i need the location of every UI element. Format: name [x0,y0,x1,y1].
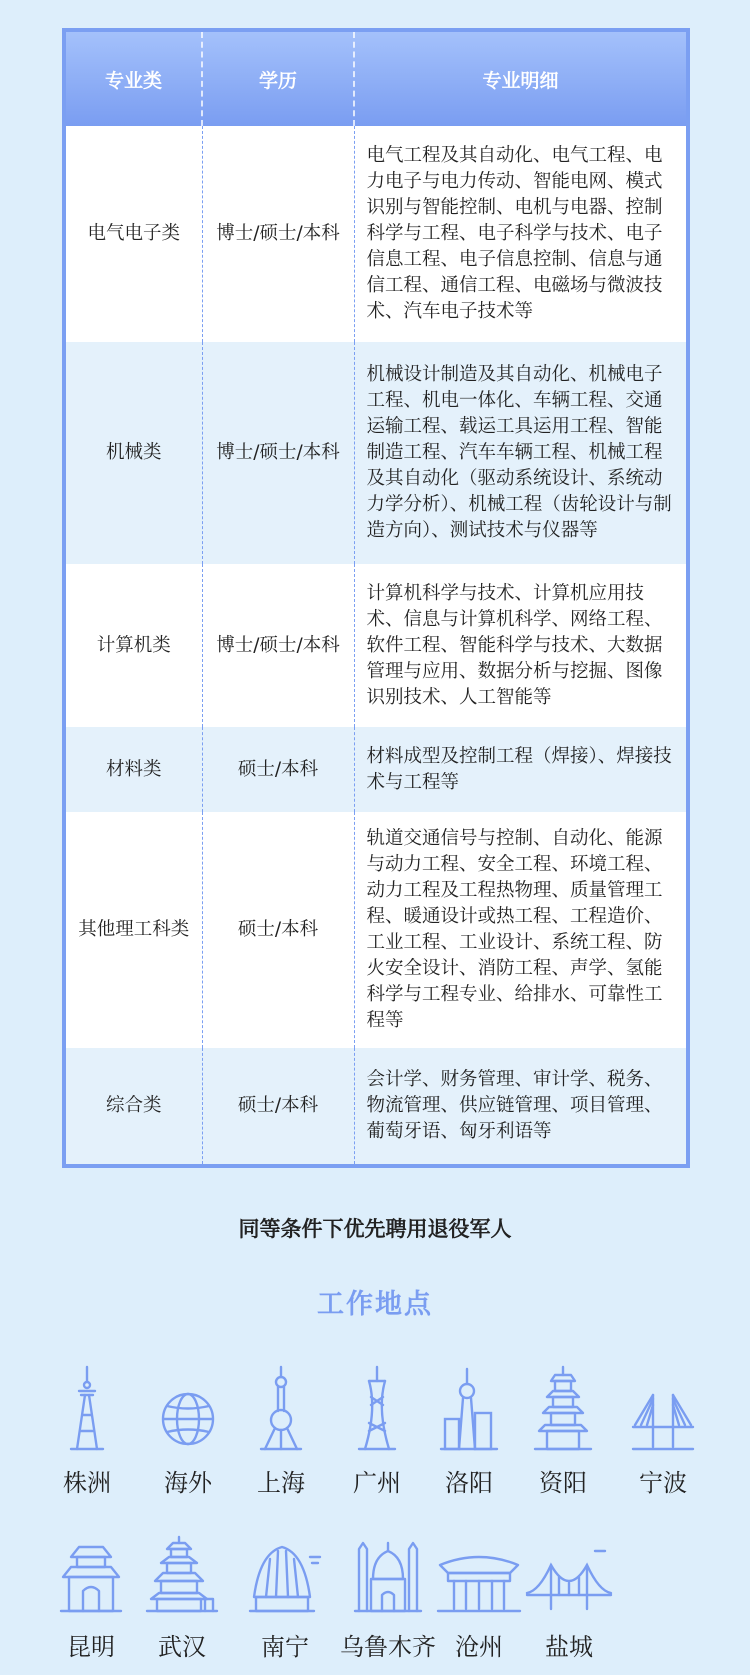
row-degree: 博士/硕士/本科 [202,564,354,727]
city-name: 沧州 [455,1633,503,1661]
row-detail: 会计学、财务管理、审计学、税务、物流管理、供应链管理、项目管理、葡萄牙语、匈牙利语等 [354,1048,686,1164]
city-guangzhou [328,1365,426,1498]
row-category: 机械类 [66,342,202,564]
major-table [66,32,686,1164]
city-name: 上海 [257,1469,305,1497]
city-name: 海外 [164,1469,212,1497]
row-detail: 机械设计制造及其自动化、机械电子工程、机电一体化、车辆工程、交通运输工程、载运工具运用工程、智能制造工程、汽车车辆工程、机械工程及其自动化（驱动系统设计、系统动力学分析）、机械工程（齿轮设计与制造方向）、测试技术与仪器等 [354,342,686,564]
oriental-pearl-tower-icon [251,1365,311,1451]
city-ziyang [514,1365,612,1498]
city-tower-icon [437,1365,501,1451]
city-name: 南宁 [261,1633,309,1661]
row-degree: 博士/硕士/本科 [202,342,354,564]
header-detail: 专业明细 [482,69,559,92]
canton-tower-icon [347,1365,407,1451]
city-name: 洛阳 [445,1469,493,1497]
table-row [66,126,686,342]
mosque-icon [353,1535,423,1615]
row-category: 电气电子类 [66,126,202,342]
city-ningbo [614,1365,712,1498]
city-name: 昆明 [67,1633,115,1661]
city-overseas [139,1365,237,1498]
row-degree: 博士/硕士/本科 [202,126,354,342]
city-wuhan [133,1535,231,1662]
row-degree: 硕士/本科 [202,812,354,1048]
row-detail: 轨道交通信号与控制、自动化、能源与动力工程、安全工程、环境工程、动力工程及工程热物理、质量管理工程、暖通设计或热工程、工程造价、工业工程、工业设计、系统工程、防火安全设计、消防工程、声学、氢能科学与工程专业、给排水、可靠性工程等 [366,828,663,1031]
row-category: 材料类 [66,727,202,812]
globe-icon [156,1365,220,1451]
table-row [66,342,686,564]
city-zhuzhou [38,1365,136,1498]
major-table-container [62,28,690,1168]
city-name: 宁波 [639,1469,687,1497]
gate-tower-icon [59,1535,123,1615]
row-detail: 计算机科学与技术、计算机应用技术、信息与计算机科学、网络工程、软件工程、智能科学与技术、大数据管理与应用、数据分析与挖掘、图像识别技术、人工智能等 [366,582,663,708]
city-name: 株洲 [63,1469,111,1497]
tv-tower-icon [57,1365,117,1451]
veteran-priority-note: 同等条件下优先聘用退役军人 [238,1217,512,1241]
pagoda-icon [531,1365,595,1451]
table-header-row [66,32,686,126]
header-degree: 学历 [202,32,354,126]
locations-title: 工作地点 [317,1289,433,1320]
city-name: 乌鲁木齐 [340,1633,436,1661]
table-row [66,727,686,812]
row-category: 综合类 [66,1048,202,1164]
yellow-crane-tower-icon [145,1535,219,1615]
table-row [66,812,686,1048]
row-degree: 硕士/本科 [202,1048,354,1164]
city-shanghai [232,1365,330,1498]
table-row [66,564,686,727]
city-nanning [236,1535,334,1662]
temple-icon [436,1535,522,1615]
table-row [66,1048,686,1164]
city-name: 武汉 [158,1633,206,1661]
city-luoyang [420,1365,518,1498]
city-yancheng [521,1535,617,1662]
row-degree: 硕士/本科 [202,727,354,812]
city-name: 盐城 [545,1633,593,1661]
city-name: 资阳 [539,1469,587,1497]
header-category: 专业类 [66,32,202,126]
city-kunming [42,1535,140,1662]
row-category: 计算机类 [66,564,202,727]
row-category: 其他理工科类 [66,812,202,1048]
row-detail: 电气工程及其自动化、电气工程、电力电子与电力传动、智能电网、模式识别与智能控制、电机与电器、控制科学与工程、电子科学与技术、电子信息工程、电子信息控制、信息与通信工程、通信工程、电磁场与微波技术、汽车电子技术等 [366,145,663,322]
bridge-icon [631,1365,695,1451]
row-detail: 材料成型及控制工程（焊接）、焊接技术与工程等 [354,727,686,812]
suspension-bridge-icon [525,1535,613,1615]
city-cangzhou [424,1535,534,1662]
city-name: 广州 [353,1469,401,1497]
stadium-icon [248,1535,322,1615]
